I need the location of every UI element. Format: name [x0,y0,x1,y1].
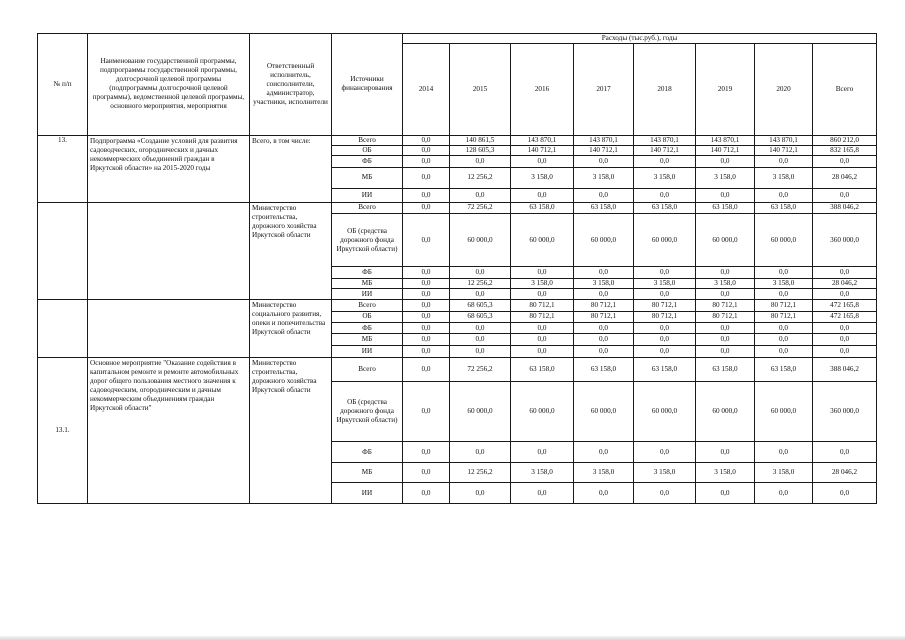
value-cell: 63 158,0 [574,357,634,381]
value-cell: 0,0 [403,300,450,311]
funding-source: ФБ [332,267,403,278]
empty-cell [38,300,88,358]
value-cell: 3 158,0 [696,462,755,483]
value-cell: 0,0 [450,345,511,357]
funding-source: Всего [332,202,403,213]
value-cell: 60 000,0 [574,213,634,266]
value-cell: 140 712,1 [755,146,813,156]
value-cell: 0,0 [511,156,574,167]
funding-source: ОБ [332,146,403,156]
header-year: 2015 [450,44,511,136]
header-year: 2020 [755,44,813,136]
value-cell: 0,0 [696,334,755,345]
funding-source: Всего [332,135,403,145]
value-cell: 0,0 [511,289,574,300]
value-cell: 63 158,0 [574,202,634,213]
value-cell: 0,0 [574,483,634,504]
value-cell: 60 000,0 [696,213,755,266]
funding-source: Всего [332,357,403,381]
row-number: 13.1. [38,357,88,503]
value-total: 28 046,2 [813,278,877,288]
value-cell: 60 000,0 [574,381,634,442]
value-cell: 0,0 [755,442,813,463]
value-cell: 0,0 [574,267,634,278]
value-cell: 0,0 [755,289,813,300]
value-cell: 0,0 [450,189,511,202]
value-cell: 63 158,0 [696,202,755,213]
value-cell: 143 870,1 [696,135,755,145]
value-cell: 0,0 [696,345,755,357]
funding-source: ОБ (средства дорожного фонда Иркутской области) [332,381,403,442]
table-row [38,202,877,213]
value-cell: 0,0 [403,146,450,156]
value-cell: 3 158,0 [634,167,696,189]
value-cell: 0,0 [755,483,813,504]
value-total: 832 165,8 [813,146,877,156]
value-cell: 0,0 [450,483,511,504]
value-total: 388 046,2 [813,357,877,381]
header-sources: Источники финансирования [332,34,403,136]
value-cell: 0,0 [574,334,634,345]
value-total: 472 165,8 [813,300,877,311]
value-cell: 0,0 [634,442,696,463]
value-cell: 0,0 [403,167,450,189]
value-cell: 3 158,0 [696,167,755,189]
empty-cell [88,202,250,300]
value-total: 0,0 [813,442,877,463]
value-cell: 140 712,1 [511,146,574,156]
value-cell: 0,0 [403,322,450,333]
value-cell: 143 870,1 [634,135,696,145]
value-cell: 63 158,0 [755,357,813,381]
value-cell: 0,0 [574,322,634,333]
value-cell: 0,0 [450,156,511,167]
value-cell: 60 000,0 [634,213,696,266]
value-cell: 0,0 [403,483,450,504]
value-cell: 80 712,1 [755,311,813,322]
program-name: Основное мероприятие "Оказание содействия в капитальном ремонте и ремонте автомобильных дорог общего пользования местного значения к садоводческим, огородническим и дачным некоммерческим объединениям граждан Иркутской области" [88,357,250,503]
value-cell: 3 158,0 [511,167,574,189]
value-cell: 0,0 [450,289,511,300]
funding-source: ФБ [332,442,403,463]
funding-source: Всего [332,300,403,311]
value-cell: 0,0 [574,156,634,167]
value-cell: 63 158,0 [755,202,813,213]
value-cell: 60 000,0 [511,381,574,442]
value-cell: 60 000,0 [755,213,813,266]
value-cell: 3 158,0 [696,278,755,288]
value-cell: 80 712,1 [511,300,574,311]
value-cell: 128 605,3 [450,146,511,156]
value-cell: 0,0 [755,345,813,357]
value-cell: 0,0 [755,156,813,167]
value-cell: 140 861,5 [450,135,511,145]
funding-source: ОБ (средства дорожного фонда Иркутской области) [332,213,403,266]
value-cell: 68 605,3 [450,311,511,322]
value-cell: 0,0 [634,322,696,333]
value-cell: 80 712,1 [511,311,574,322]
value-cell: 60 000,0 [755,381,813,442]
funding-source: МБ [332,278,403,288]
value-cell: 80 712,1 [755,300,813,311]
value-cell: 3 158,0 [574,462,634,483]
value-total: 0,0 [813,156,877,167]
empty-cell [88,300,250,358]
value-cell: 80 712,1 [574,300,634,311]
value-cell: 0,0 [755,189,813,202]
header-expenses: Расходы (тыс.руб.), годы [403,34,877,44]
value-cell: 0,0 [403,135,450,145]
value-cell: 0,0 [403,202,450,213]
value-cell: 0,0 [696,442,755,463]
value-cell: 60 000,0 [696,381,755,442]
value-cell: 0,0 [450,334,511,345]
header-total: Всего [813,44,877,136]
value-cell: 0,0 [511,483,574,504]
value-cell: 0,0 [403,334,450,345]
value-cell: 68 605,3 [450,300,511,311]
header-name: Наименование государственной программы, подпрограммы государственной программы, долгосрочной целевой программы (подпрограммы долгосрочной целевой программы), ведомственной целевой программы, основного мероприятия, мероприятия [88,34,250,136]
value-cell: 0,0 [696,156,755,167]
value-cell: 0,0 [696,322,755,333]
value-cell: 12 256,2 [450,278,511,288]
value-cell: 0,0 [634,156,696,167]
value-cell: 0,0 [574,289,634,300]
value-cell: 80 712,1 [634,300,696,311]
value-cell: 0,0 [574,189,634,202]
value-cell: 80 712,1 [696,300,755,311]
value-total: 360 000,0 [813,213,877,266]
value-cell: 0,0 [450,267,511,278]
value-cell: 0,0 [634,267,696,278]
value-cell: 0,0 [755,267,813,278]
funding-source: МБ [332,462,403,483]
responsible-executor: Министерство социального развития, опеки и попечительства Иркутской области [250,300,332,358]
value-cell: 63 158,0 [511,357,574,381]
value-cell: 0,0 [403,442,450,463]
value-cell: 0,0 [403,381,450,442]
value-cell: 0,0 [403,267,450,278]
value-total: 28 046,2 [813,462,877,483]
header-num: № п/п [38,34,88,136]
value-cell: 0,0 [450,442,511,463]
value-cell: 80 712,1 [696,311,755,322]
value-cell: 0,0 [511,189,574,202]
value-cell: 12 256,2 [450,462,511,483]
value-cell: 0,0 [450,322,511,333]
value-total: 28 046,2 [813,167,877,189]
value-cell: 0,0 [511,442,574,463]
value-cell: 60 000,0 [450,213,511,266]
empty-cell [38,202,88,300]
funding-source: ИИ [332,483,403,504]
value-cell: 0,0 [511,322,574,333]
value-cell: 3 158,0 [755,167,813,189]
header-year: 2017 [574,44,634,136]
header-year: 2018 [634,44,696,136]
table-row [38,135,877,145]
value-cell: 0,0 [696,267,755,278]
value-cell: 60 000,0 [634,381,696,442]
value-cell: 80 712,1 [574,311,634,322]
value-cell: 0,0 [574,442,634,463]
table-row [38,300,877,311]
value-total: 0,0 [813,322,877,333]
value-total: 0,0 [813,345,877,357]
value-cell: 60 000,0 [511,213,574,266]
value-cell: 0,0 [696,189,755,202]
program-name: Подпрограмма «Создание условий для развития садоводческих, огороднических и дачных некоммерческих объединений граждан в Иркутской области» на 2015-2020 годы [88,135,250,202]
funding-source: МБ [332,167,403,189]
value-cell: 72 256,2 [450,357,511,381]
responsible-executor: Министерство строительства, дорожного хозяйства Иркутской области [250,357,332,503]
row-number: 13. [38,135,88,202]
value-cell: 72 256,2 [450,202,511,213]
value-total: 0,0 [813,334,877,345]
value-total: 360 000,0 [813,381,877,442]
value-cell: 3 158,0 [574,278,634,288]
value-cell: 0,0 [403,311,450,322]
scan-edge [0,636,905,640]
value-total: 0,0 [813,483,877,504]
value-cell: 80 712,1 [634,311,696,322]
value-cell: 140 712,1 [634,146,696,156]
value-cell: 0,0 [634,189,696,202]
value-cell: 0,0 [511,345,574,357]
value-cell: 0,0 [511,334,574,345]
value-cell: 60 000,0 [450,381,511,442]
header-year: 2019 [696,44,755,136]
value-cell: 3 158,0 [574,167,634,189]
expenses-table [37,33,877,504]
value-cell: 143 870,1 [755,135,813,145]
funding-source: ИИ [332,345,403,357]
funding-source: ФБ [332,156,403,167]
value-cell: 63 158,0 [511,202,574,213]
value-total: 0,0 [813,189,877,202]
value-cell: 0,0 [403,213,450,266]
value-total: 0,0 [813,267,877,278]
value-total: 860 212,0 [813,135,877,145]
funding-source: ИИ [332,289,403,300]
value-cell: 3 158,0 [755,278,813,288]
value-cell: 0,0 [403,189,450,202]
funding-source: МБ [332,334,403,345]
value-cell: 0,0 [511,267,574,278]
value-cell: 0,0 [634,289,696,300]
responsible-executor: Всего, в том числе: [250,135,332,202]
value-total: 0,0 [813,289,877,300]
value-cell: 0,0 [574,345,634,357]
value-cell: 0,0 [755,322,813,333]
value-cell: 143 870,1 [574,135,634,145]
header-year: 2014 [403,44,450,136]
table-row [38,357,877,381]
value-cell: 0,0 [634,334,696,345]
value-total: 388 046,2 [813,202,877,213]
value-cell: 3 158,0 [634,278,696,288]
value-cell: 63 158,0 [634,202,696,213]
value-cell: 3 158,0 [511,278,574,288]
responsible-executor: Министерство строительства, дорожного хозяйства Иркутской области [250,202,332,300]
value-cell: 140 712,1 [696,146,755,156]
value-cell: 0,0 [403,462,450,483]
value-cell: 63 158,0 [634,357,696,381]
value-cell: 0,0 [403,357,450,381]
header-year: 2016 [511,44,574,136]
value-cell: 0,0 [755,334,813,345]
funding-source: ОБ [332,311,403,322]
value-cell: 3 158,0 [511,462,574,483]
value-cell: 0,0 [403,345,450,357]
value-cell: 0,0 [696,483,755,504]
value-cell: 0,0 [696,289,755,300]
value-cell: 12 256,2 [450,167,511,189]
funding-source: ИИ [332,189,403,202]
value-cell: 0,0 [403,278,450,288]
value-cell: 143 870,1 [511,135,574,145]
value-cell: 140 712,1 [574,146,634,156]
value-total: 472 165,8 [813,311,877,322]
value-cell: 63 158,0 [696,357,755,381]
value-cell: 3 158,0 [755,462,813,483]
value-cell: 0,0 [634,345,696,357]
value-cell: 0,0 [403,289,450,300]
value-cell: 0,0 [634,483,696,504]
header-responsible: Ответственный исполнитель, соисполнители, администратор, участники, исполнители [250,34,332,136]
value-cell: 3 158,0 [634,462,696,483]
value-cell: 0,0 [403,156,450,167]
funding-source: ФБ [332,322,403,333]
